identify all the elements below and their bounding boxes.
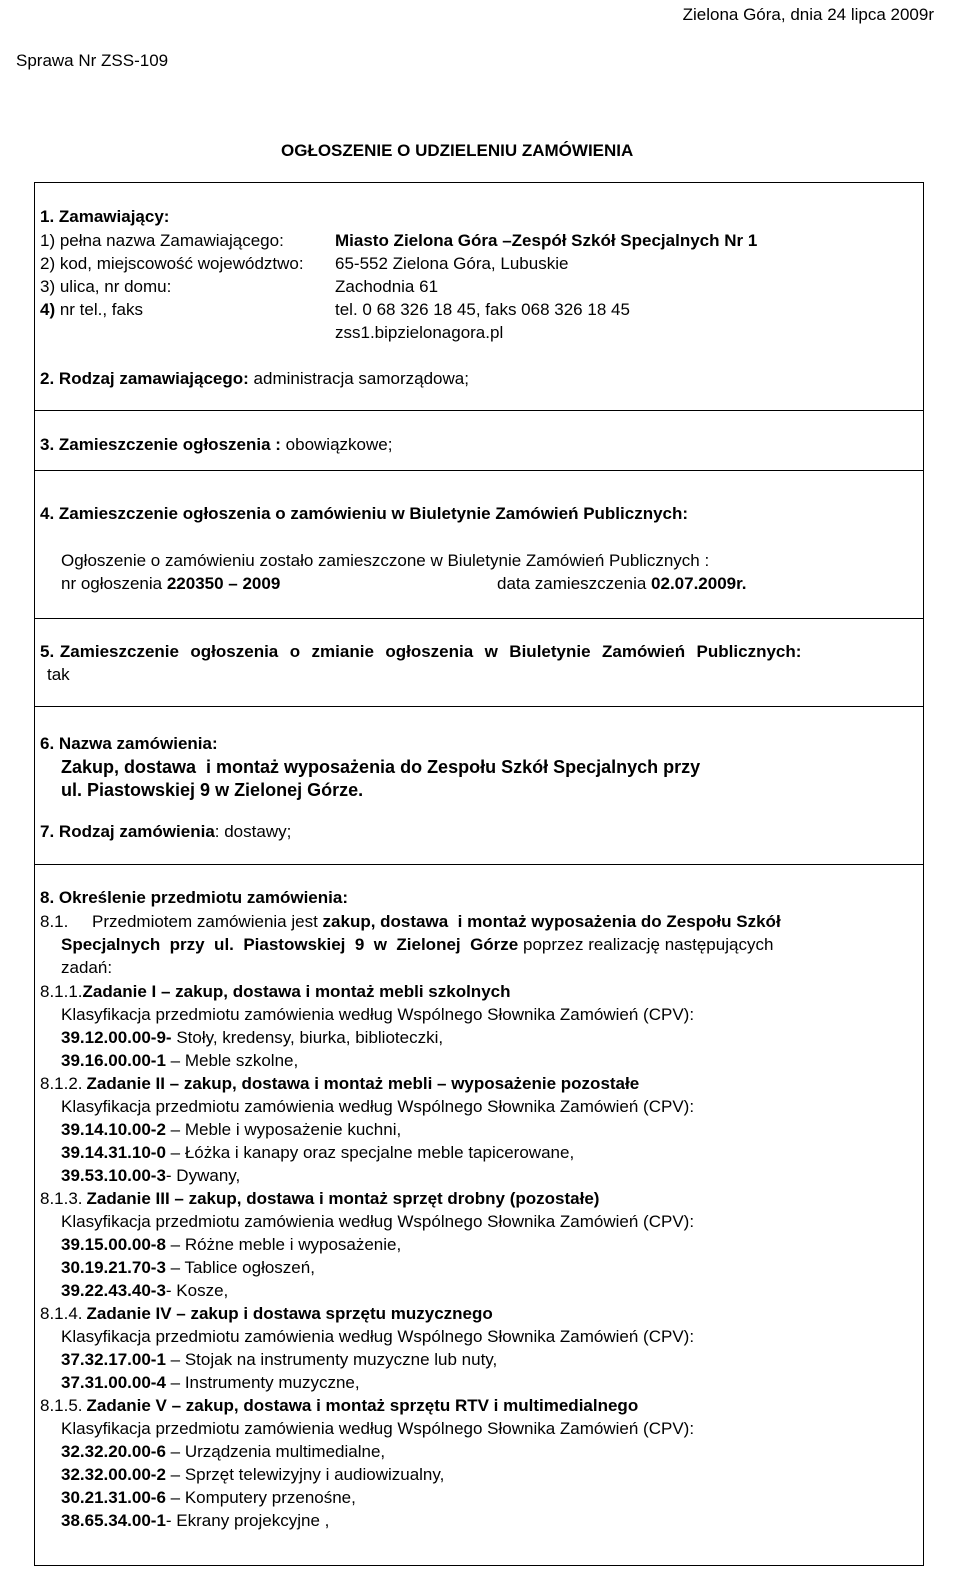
s8-label: Określenie przedmiotu zamówienia: <box>54 888 348 907</box>
s1-row1-label: 1) pełna nazwa Zamawiającego: <box>40 231 284 250</box>
cpv-description: Stoły, kredensy, biurka, biblioteczki, <box>171 1028 444 1047</box>
cpv-code: 32.32.00.00-2 <box>61 1465 166 1484</box>
s1-row1-value: Miasto Zielona Góra –Zespół Szkół Specjalnych Nr 1 <box>335 231 758 250</box>
cpv-intro: Klasyfikacja przedmiotu zamówienia według Wspólnego Słownika Zamówień (CPV): <box>61 1005 695 1024</box>
cpv-item <box>61 1464 444 1486</box>
s8-num: 8. <box>40 888 55 907</box>
s1-row4-num: 4) <box>40 300 56 319</box>
s1-row3-label: 3) ulica, nr domu: <box>40 277 172 296</box>
s4-date-line <box>497 573 747 595</box>
s1-row3-value: Zachodnia 61 <box>335 277 439 296</box>
s2-line <box>40 368 469 390</box>
cpv-item <box>61 1257 315 1279</box>
s8-1-text-a: Przedmiotem zamówienia jest <box>92 912 323 931</box>
s6-line1: Zakup, dostawa i montaż wyposażenia do Zespołu Szkół Specjalnych przy <box>61 757 701 777</box>
task-number: 8.1.3. <box>40 1189 83 1208</box>
s4-line1: Ogłoszenie o zamówieniu zostało zamieszczone w Biuletynie Zamówień Publicznych : <box>61 551 710 570</box>
cpv-item <box>61 1165 240 1187</box>
task-number: 8.1.4. <box>40 1304 83 1323</box>
cpv-description: – Tablice ogłoszeń, <box>165 1258 315 1277</box>
s6-line2: ul. Piastowskiej 9 w Zielonej Górze. <box>61 780 364 800</box>
cpv-code: 39.14.10.00-2 <box>61 1120 166 1139</box>
cpv-description: – Meble szkolne, <box>165 1051 299 1070</box>
s8-1-line2 <box>61 934 773 956</box>
s8-1-num: 8.1. <box>40 912 69 931</box>
page-title: OGŁOSZENIE O UDZIELENIU ZAMÓWIENIA <box>281 141 634 160</box>
s4-number-line <box>61 573 280 595</box>
cpv-item <box>61 1119 401 1141</box>
task-number: 8.1.2. <box>40 1074 83 1093</box>
cpv-item <box>61 1027 443 1049</box>
s3-value: obowiązkowe; <box>280 435 393 454</box>
s8-1-text-c: Specjalnych przy ul. Piastowskiej 9 w Zielonej Górze <box>61 935 519 954</box>
s8-1-text-b: zakup, dostawa i montaż wyposażenia do Zespołu Szkół <box>322 912 781 931</box>
cpv-description: – Stojak na instrumenty muzyczne lub nuty, <box>165 1350 498 1369</box>
s5-label: Zamieszczenie ogłoszenia o zmianie ogłoszenia w Biuletynie Zamówień Publicznych: <box>54 642 802 661</box>
cpv-description: – Urządzenia multimedialne, <box>165 1442 386 1461</box>
cpv-code: 39.22.43.40-3 <box>61 1281 166 1300</box>
s2-num: 2. <box>40 369 55 388</box>
cpv-intro: Klasyfikacja przedmiotu zamówienia według Wspólnego Słownika Zamówień (CPV): <box>61 1212 695 1231</box>
cpv-item <box>61 1050 298 1072</box>
s3-line <box>40 434 392 456</box>
s6-label: Nazwa zamówienia: <box>54 734 218 753</box>
s4-date-value: 02.07.2009r. <box>651 574 747 593</box>
s8-1-text-d: poprzez realizację następujących <box>518 935 774 954</box>
cpv-intro: Klasyfikacja przedmiotu zamówienia według Wspólnego Słownika Zamówień (CPV): <box>61 1327 695 1346</box>
s2-label: Rodzaj zamawiającego: <box>54 369 249 388</box>
cpv-intro: Klasyfikacja przedmiotu zamówienia według Wspólnego Słownika Zamówień (CPV): <box>61 1097 695 1116</box>
s1-row4-text: nr tel., faks <box>55 300 143 319</box>
task-title: Zadanie II – zakup, dostawa i montaż mebli – wyposażenie pozostałe <box>86 1074 640 1093</box>
s1-row4-label <box>40 299 143 321</box>
cpv-description: - Kosze, <box>165 1281 229 1300</box>
s1-heading: 1. Zamawiający: <box>40 207 170 226</box>
cpv-description: – Meble i wyposażenie kuchni, <box>165 1120 402 1139</box>
cpv-code: 37.31.00.00-4 <box>61 1373 166 1392</box>
task-title: Zadanie III – zakup, dostawa i montaż sprzęt drobny (pozostałe) <box>86 1189 600 1208</box>
cpv-description: – Różne meble i wyposażenie, <box>165 1235 402 1254</box>
task-number: 8.1.1. <box>40 982 83 1001</box>
cpv-code: 30.21.31.00-6 <box>61 1488 166 1507</box>
cpv-code: 39.12.00.00-9- <box>61 1028 172 1047</box>
cpv-item <box>61 1280 228 1302</box>
cpv-description: – Sprzęt telewizyjny i audiowizualny, <box>165 1465 445 1484</box>
place-date: Zielona Góra, dnia 24 lipca 2009r <box>682 5 934 24</box>
s3-num: 3. <box>40 435 55 454</box>
cpv-item <box>61 1372 360 1394</box>
cpv-code: 38.65.34.00-1 <box>61 1511 166 1530</box>
task-heading <box>40 1073 639 1095</box>
s5-num: 5. <box>40 642 55 661</box>
cpv-code: 39.14.31.10-0 <box>61 1143 166 1162</box>
cpv-code: 39.15.00.00-8 <box>61 1235 166 1254</box>
s8-heading <box>40 887 348 909</box>
cpv-code: 30.19.21.70-3 <box>61 1258 166 1277</box>
task-title: Zadanie IV – zakup i dostawa sprzętu muzycznego <box>86 1304 493 1323</box>
cpv-description: - Ekrany projekcyjne , <box>165 1511 330 1530</box>
task-number: 8.1.5. <box>40 1396 83 1415</box>
task-heading <box>40 1188 599 1210</box>
s6-num: 6. <box>40 734 55 753</box>
s1-email: zss1.bipzielonagora.pl <box>335 323 504 342</box>
s5-heading <box>40 641 801 663</box>
s7-line <box>40 821 291 843</box>
cpv-code: 37.32.17.00-1 <box>61 1350 166 1369</box>
cpv-description: - Dywany, <box>165 1166 241 1185</box>
s1-row2-value: 65-552 Zielona Góra, Lubuskie <box>335 254 569 273</box>
s6-heading <box>40 733 218 755</box>
cpv-item <box>61 1487 356 1509</box>
cpv-description: – Komputery przenośne, <box>165 1488 356 1507</box>
s5-value: tak <box>47 665 70 684</box>
cpv-code: 32.32.20.00-6 <box>61 1442 166 1461</box>
s7-label: Rodzaj zamówienia <box>54 822 215 841</box>
cpv-item <box>61 1349 497 1371</box>
task-title: Zadanie I – zakup, dostawa i montaż mebli szkolnych <box>82 982 511 1001</box>
s4-date-label: data zamieszczenia <box>497 574 652 593</box>
s8-1-line3: zadań: <box>61 958 113 977</box>
cpv-item <box>61 1510 329 1532</box>
cpv-code: 39.53.10.00-3 <box>61 1166 166 1185</box>
case-number: Sprawa Nr ZSS-109 <box>16 51 169 70</box>
s4-label: Zamieszczenie ogłoszenia o zamówieniu w Biuletynie Zamówień Publicznych: <box>54 504 689 523</box>
s3-label: Zamieszczenie ogłoszenia : <box>54 435 281 454</box>
task-heading <box>40 981 511 1003</box>
s1-row4-value: tel. 0 68 326 18 45, faks 068 326 18 45 <box>335 300 630 319</box>
task-heading <box>40 1303 493 1325</box>
s7-num: 7. <box>40 822 55 841</box>
s8-1-line1 <box>92 911 781 933</box>
cpv-item <box>61 1441 385 1463</box>
task-title: Zadanie V – zakup, dostawa i montaż sprzętu RTV i multimedialnego <box>86 1396 639 1415</box>
s4-num: 4. <box>40 504 55 523</box>
cpv-description: – Łóżka i kanapy oraz specjalne meble tapicerowane, <box>165 1143 575 1162</box>
s1-row2-label: 2) kod, miejscowość województwo: <box>40 254 304 273</box>
s4-nr-label: nr ogłoszenia <box>61 574 167 593</box>
section-box-4 <box>34 470 924 619</box>
cpv-item <box>61 1234 401 1256</box>
cpv-description: – Instrumenty muzyczne, <box>165 1373 360 1392</box>
s4-nr-value: 220350 – 2009 <box>166 574 281 593</box>
s7-value: : dostawy; <box>214 822 292 841</box>
s2-value: administracja samorządowa; <box>248 369 469 388</box>
cpv-item <box>61 1142 574 1164</box>
cpv-intro: Klasyfikacja przedmiotu zamówienia według Wspólnego Słownika Zamówień (CPV): <box>61 1419 695 1438</box>
s4-heading <box>40 503 688 525</box>
task-heading <box>40 1395 638 1417</box>
cpv-code: 39.16.00.00-1 <box>61 1051 166 1070</box>
